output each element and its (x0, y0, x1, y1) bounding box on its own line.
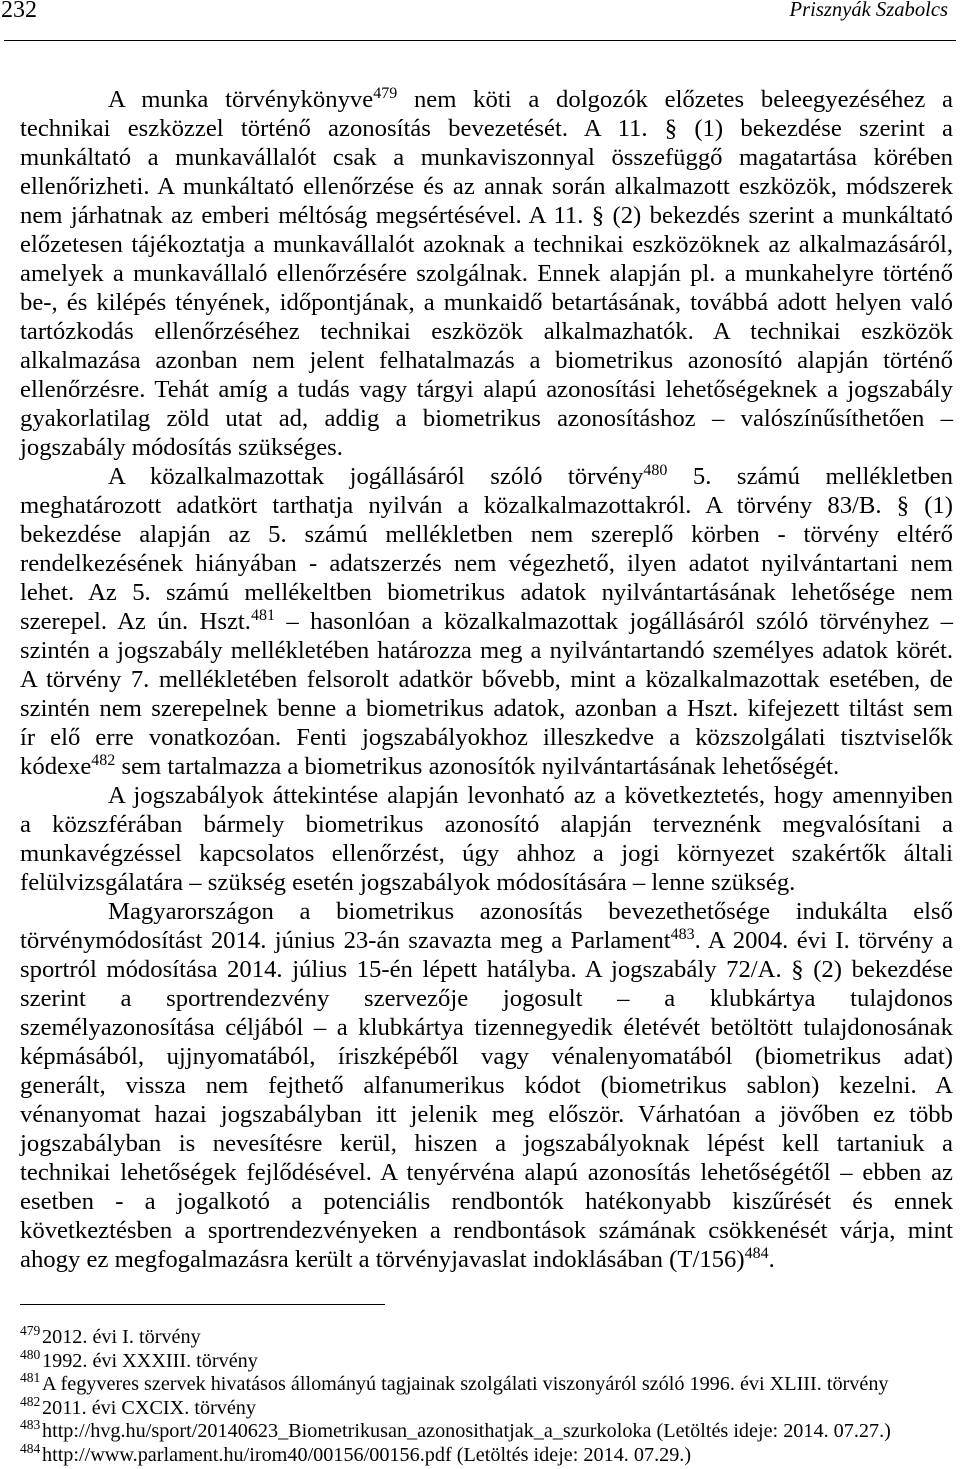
text-line: bekezdése alapján az 5. számú mellékletben nem szereplő körben - törvény eltérő (20, 521, 953, 548)
footnote: 4792012. évi I. törvény (20, 1323, 201, 1348)
text-line: technikai eszközzel történő azonosítás bevezetését. A 11. § (1) bekezdése szerint a (20, 115, 953, 142)
footnote-reference: 481 (250, 607, 275, 624)
paragraph (20, 462, 953, 781)
text-line: Magyarországon a biometrikus azonosítás bevezethetősége indukálta első (108, 898, 953, 925)
text-line: munkáltató a munkavállalót csak a munkaviszonnyal összefüggő magatartása körében (20, 144, 953, 171)
text-line: A törvény 7. mellékletében felsorolt adatkör bővebb, mint a közalkalmazottak esetében, de (20, 666, 953, 693)
text-line: gyakorlatilag zöld utat ad, addig a biometrikus azonosításhoz – valószínűsíthetően – (20, 405, 953, 432)
text-line: ellenőrzésre. Tehát amíg a tudás vagy tárgyi alapú azonosítási lehetőségeknek a jogszabály (20, 376, 953, 403)
footnote: 4822011. évi CXCIX. törvény (20, 1393, 256, 1419)
footnote-reference: 483 (670, 926, 695, 943)
text-line: szintén nem szerepelnek benne a biometrikus adatok, azonban a Hszt. kifejezett tiltást sem (20, 695, 953, 722)
text-run: – hasonlóan a közalkalmazottak jogállásáról szóló törvényhez – (274, 608, 953, 635)
footnote-text: http://hvg.hu/sport/20140623_Biometrikusan_azonosithatjak_a_szurkoloka (Letöltés ideje: 2014. 07.27.) (42, 1420, 891, 1443)
footnote-text: http://www.parlament.hu/irom40/00156/00156.pdf (Letöltés ideje: 2014. 07.29.) (42, 1443, 692, 1466)
text-line: rendelkezésének hiányában - adatszerzés nem végezhető, ilyen adatot nyilvántartani nem (20, 550, 953, 577)
text-line: sportról módosítása 2014. július 15-én lépett hatályba. A jogszabály 72/A. § (2) bekezdése (20, 956, 953, 983)
text-line: tartózkodás ellenőrzéséhez technikai eszközök alkalmazhatók. A technikai eszközök (20, 318, 953, 345)
text-line: felülvizsgálatára – szükség esetén jogszabályok módosítására – lenne szükség. (20, 869, 796, 896)
text-line (20, 85, 953, 114)
footnote-reference: 484 (744, 1245, 769, 1262)
text-run: törvénymódosítást 2014. június 23-án szavazta meg a Parlament (20, 927, 671, 954)
footnote-text: A fegyveres szervek hivatásos állományú tagjainak szolgálati viszonyáról szóló 1996. évi XLIII. törvény (42, 1373, 889, 1396)
text-line: személyazonosítása céljából – a klubkártya tizennegyedik életévét betöltött tulajdonosának (20, 1014, 953, 1041)
text-line: alkalmazása azonban nem jelent felhatalmazás a biometrikus azonosító alapján történő (20, 347, 953, 374)
text-run: A munka törvénykönyve (108, 86, 374, 113)
paragraph (20, 781, 953, 897)
text-line: nem járhatnak az emberi méltóság megsértésével. A 11. § (2) bekezdés szerint a munkáltató (20, 202, 953, 229)
text-run: nem köti a dolgozók előzetes beleegyezéséhez a (397, 86, 953, 113)
page-number: 232 (1, 0, 37, 23)
footnote: 481A fegyveres szervek hivatásos állományú tagjainak szolgálati viszonyáról szóló 1996. évi XLIII. törvény (20, 1370, 889, 1396)
text-line: generált, vissza nem fejthető alfanumerikus kódot (biometrikus sablon) kezelni. A (20, 1072, 953, 1099)
text-run: szerepel. Az ún. Hszt. (20, 608, 251, 635)
footnote-reference: 479 (373, 85, 398, 102)
text-line: szintén a jogszabály mellékletében határozza meg a nyilvántartandó személyes adatok körét. (20, 637, 953, 664)
text-line: előzetesen tájékoztatja a munkavállalót azoknak a technikai eszközöknek az alkalmazásáról, (20, 231, 953, 258)
paragraph (20, 897, 953, 1274)
text-line: következtésben a sportrendezvényeken a rendbontások számának csökkenését várja, mint (20, 1217, 953, 1244)
text-run: kódexe (20, 753, 92, 780)
text-line: munkavégzéssel kapcsolatos ellenőrzést, úgy ahhoz a jogi környezet szakértők általi (20, 840, 953, 867)
footnote-reference: 482 (91, 752, 116, 769)
footnote: 483http://hvg.hu/sport/20140623_Biometrikusan_azonosithatjak_a_szurkoloka (Letöltés ideje: 2014. 07.27.) (20, 1417, 891, 1443)
text-line: jogszabály módosítás szükséges. (20, 434, 343, 461)
text-line: ír elő erre vonatkozóan. Fenti jogszabályokhoz illeszkedve a közszolgálati tisztviselők (20, 724, 953, 751)
footnote-text: 2012. évi I. törvény (42, 1326, 201, 1348)
text-run: A közalkalmazottak jogállásáról szóló törvény (108, 463, 644, 490)
page-header (0, 0, 948, 23)
footnote: 4801992. évi XXXIII. törvény (20, 1346, 258, 1372)
text-line: lehet. Az 5. számú mellékeltben biometrikus adatok nyilvántartásának lehetősége nem (20, 579, 953, 606)
text-line: képmásából, ujjnyomatából, íriszképéből vagy vénalenyomatából (biometrikus adat) (20, 1043, 953, 1070)
text-line: be-, és kilépés tényének, időpontjának, a munkaidő betartásának, továbbá adott helyen való (20, 289, 953, 316)
text-line (20, 926, 953, 955)
text-line (20, 1245, 953, 1274)
text-line: a közszférában bármely biometrikus azonosító alapján terveznénk megvalósítani a (20, 811, 953, 838)
footnote: 484http://www.parlament.hu/irom40/00156/00156.pdf (Letöltés ideje: 2014. 07.29.) (20, 1440, 692, 1466)
text-line: esetben - a jogalkotó a potenciális rendbontók hatékonyabb kiszűrését és ennek (20, 1188, 953, 1215)
footnote-separator (20, 1304, 385, 1305)
text-run: . (768, 1246, 775, 1273)
text-line: szerint a sportrendezvény szervezője jogosult – a klubkártya tulajdonos (20, 985, 953, 1012)
text-line: meghatározott adatkört tarthatja nyilván a közalkalmazottakról. A törvény 83/B. § (1) (20, 492, 953, 519)
text-run: sem tartalmazza a biometrikus azonosítók nyilvántartásának lehetőségét. (115, 753, 840, 780)
footnote-reference: 480 (643, 462, 668, 479)
header-rule (4, 40, 956, 41)
text-line (20, 607, 953, 636)
footnote-text: 2011. évi CXCIX. törvény (42, 1396, 256, 1419)
running-head-author: Prisznyák Szabolcs (789, 0, 948, 21)
text-line: ellenőrizheti. A munkáltató ellenőrzése és az annak során alkalmazott eszközök, módszerek (20, 173, 953, 200)
text-run: ahogy ez megfogalmazásra került a törvényjavaslat indoklásában (T/156) (20, 1246, 745, 1273)
text-line: jogszabályban is nevesítésre kerül, hiszen a jogszabályoknak lépést kell tartaniuk a (20, 1130, 953, 1157)
text-line: amelyek a munkavállaló ellenőrzésére szolgálnak. Ennek alapján pl. a munkahelyre történő (20, 260, 953, 287)
paragraph (20, 85, 953, 462)
text-line: vénanyomat hazai jogszabályban itt jelenik meg először. Várhatóan a jövőben ez több (20, 1101, 953, 1128)
text-line: technikai lehetőségek fejlődésével. A tenyérvéna alapú azonosítás lehetőségétől – ebben az (20, 1159, 953, 1186)
text-line (20, 752, 953, 781)
text-line (20, 462, 953, 491)
footnote-text: 1992. évi XXXIII. törvény (42, 1349, 258, 1372)
text-run: 5. számú mellékletben (667, 463, 953, 490)
footnotes (20, 1323, 950, 1468)
body-text (20, 85, 953, 1274)
text-run: . A 2004. évi I. törvény a (694, 927, 953, 954)
text-line: A jogszabályok áttekintése alapján levonható az a következtetés, hogy amennyiben (108, 782, 953, 809)
